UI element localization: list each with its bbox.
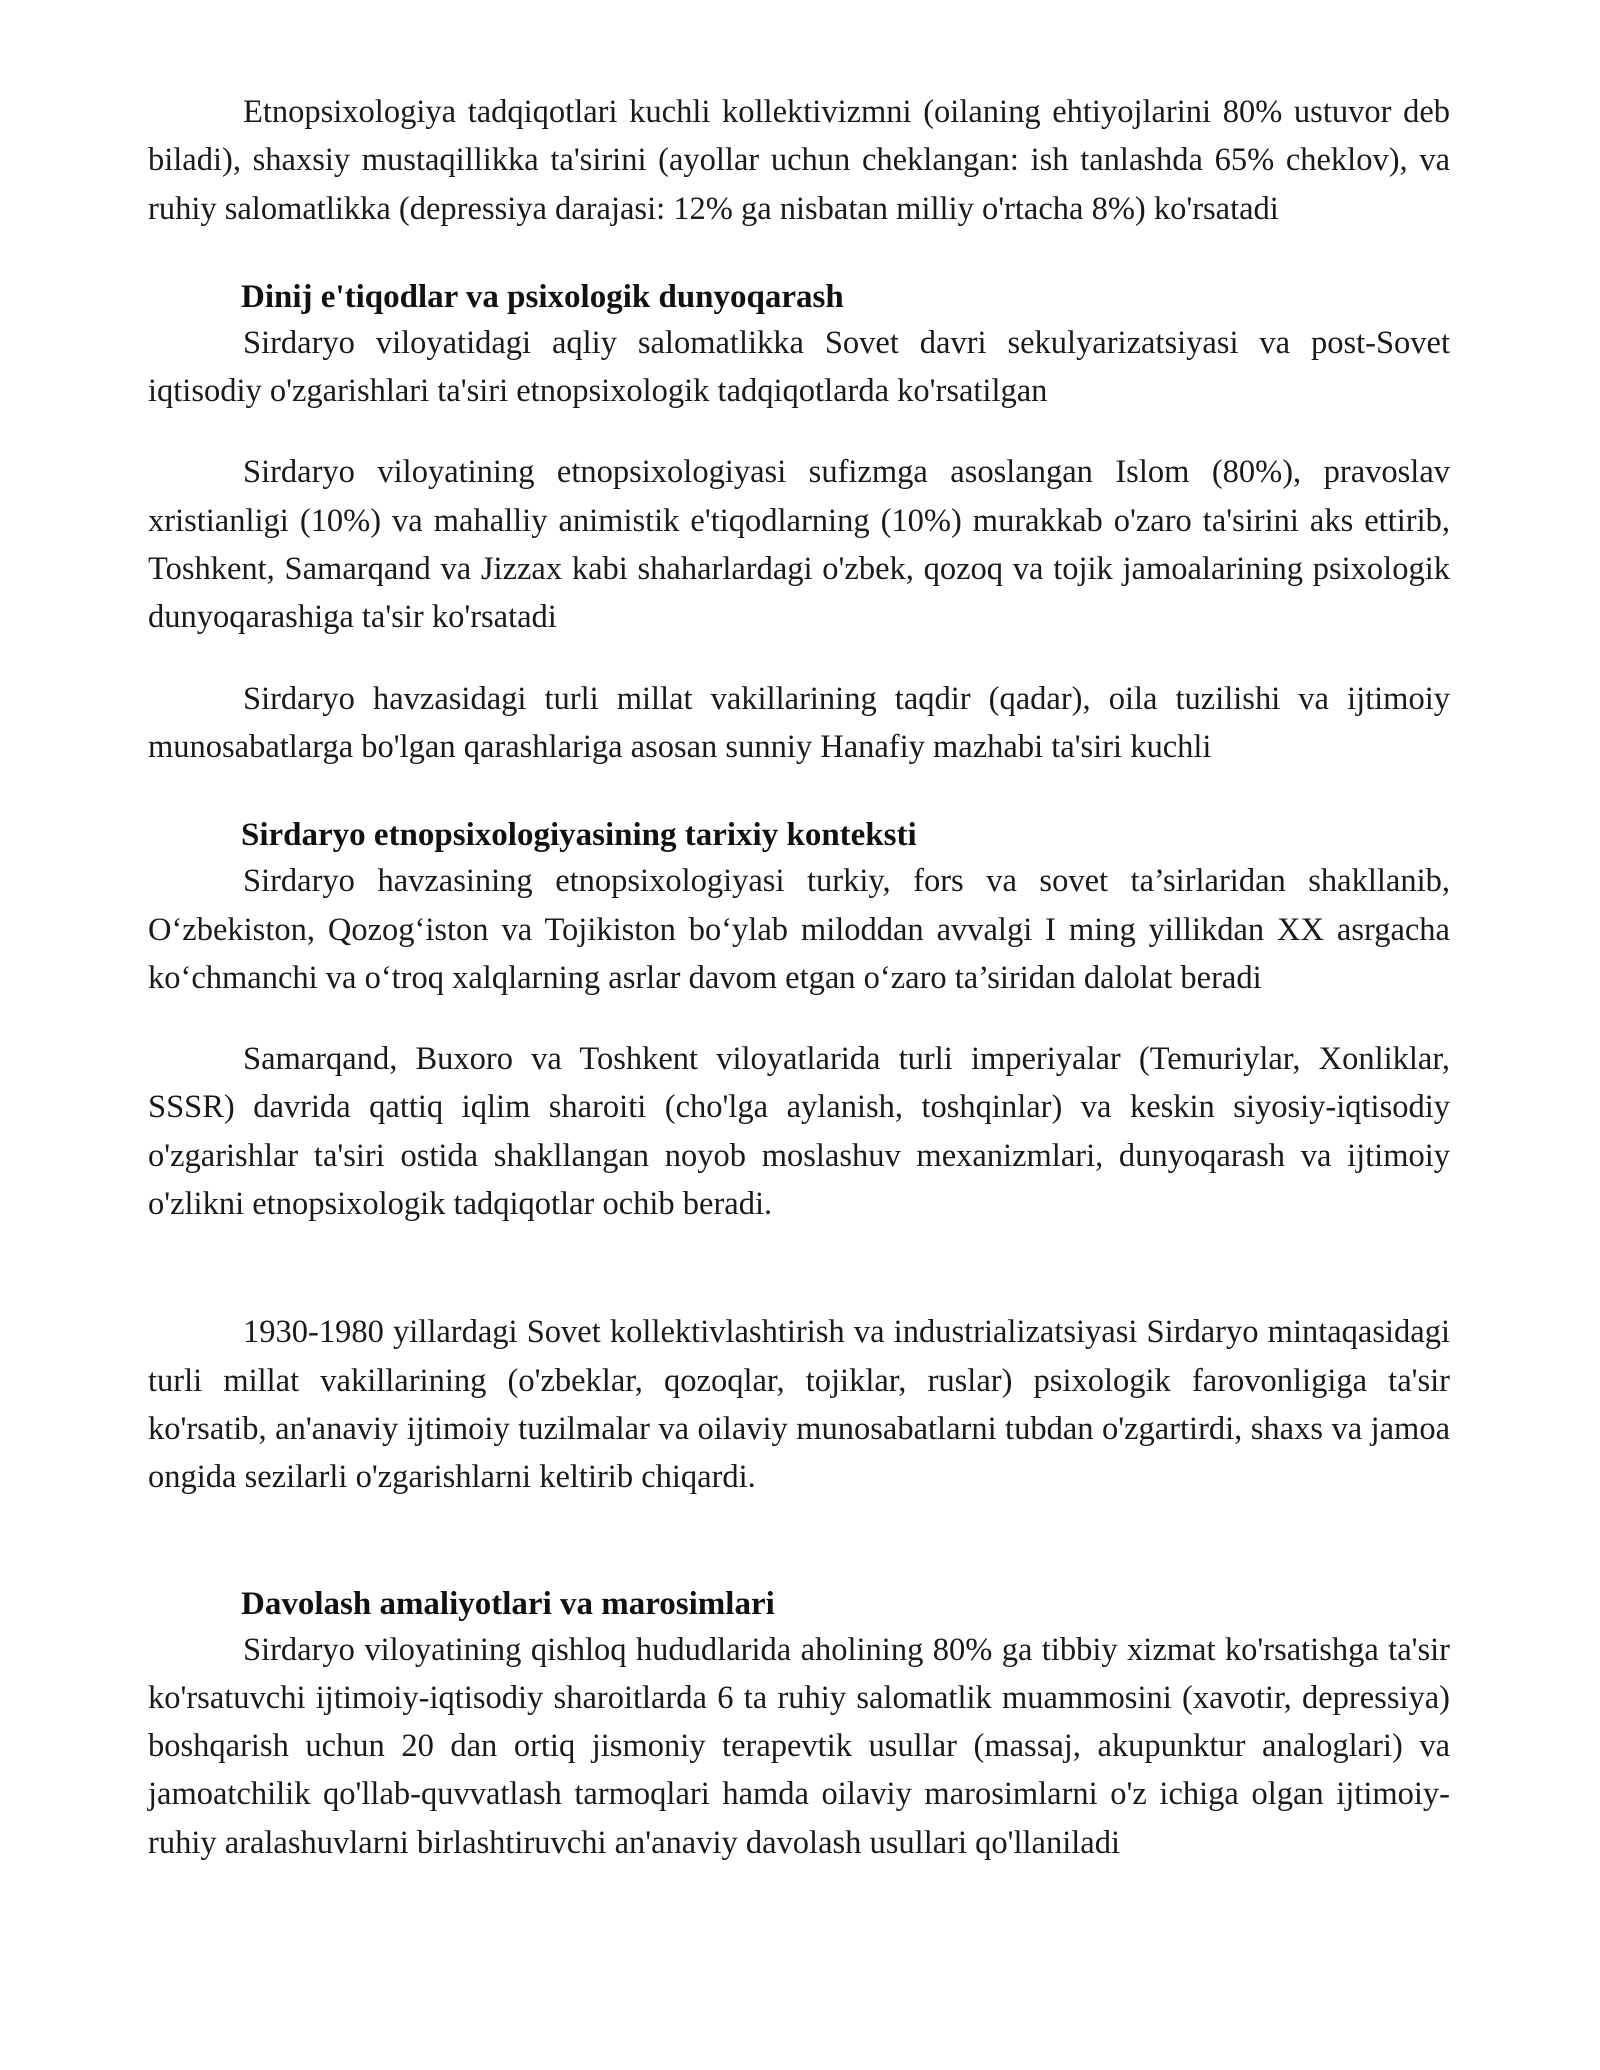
paragraph-religious-composition: Sirdaryo viloyatining etnopsixologiyasi sufizmga asoslangan Islom (80%), pravoslav xristianligi (10%) va mahalliy animistik e'tiqodlarning (10%) murakkab o'zaro ta'sirini aks ettirib, Toshkent, Samarqand va Jizzax kabi shaharlardagi o'zbek, qozoq va tojik jamoalarining psixologik dunyoqarashiga ta'sir ko'rsatadi	[148, 454, 1450, 636]
section-heading-religious-beliefs: Dinij e'tiqodlar va psixologik dunyoqarash	[241, 278, 844, 315]
paragraph-hanafi-influence: Sirdaryo havzasidagi turli millat vakillarining taqdir (qadar), oila tuzilishi va ijtimoiy munosabatlarga bo'lgan qarashlariga asosan sunniy Hanafiy mazhabi ta'siri kuchli	[148, 680, 1450, 765]
paragraph-ethnopsychology-research: Etnopsixologiya tadqiqotlari kuchli kollektivizmni (oilaning ehtiyojlarini 80% ustuvor deb biladi), shaxsiy mustaqillikka ta'sirini (ayollar uchun cheklangan: ish tanlashda 65% cheklov), va ruhiy salomatlikka (depressiya darajasi: 12% ga nisbatan milliy o'rtacha 8%) ko'rsatadi	[148, 94, 1450, 227]
paragraph-adaptation-mechanisms: Samarqand, Buxoro va Toshkent viloyatlarida turli imperiyalar (Temuriylar, Xonliklar, SSSR) davrida qattiq iqlim sharoiti (cho'lga aylanish, toshqinlar) va keskin siyosiy-iqtisodiy o'zgarishlar ta'siri ostida shakllangan noyob moslashuv mexanizmlari, dunyoqarash va ijtimoiy o'zlikni etnopsixologik tadqiqotlar ochib beradi.	[148, 1041, 1450, 1223]
section-heading-healing-practices: Davolash amaliyotlari va marosimlari	[241, 1585, 775, 1622]
spacer	[148, 415, 1450, 448]
spacer	[148, 1002, 1450, 1035]
paragraph-historical-influences: Sirdaryo havzasining etnopsixologiyasi turkiy, fors va sovet ta’sirlaridan shakllanib, O‘zbekiston, Qozog‘iston va Tojikiston bo‘ylab miloddan avvalgi I ming yillikdan XX asrgacha ko‘chmanchi va o‘troq xalqlarning asrlar davom etgan o‘zaro ta’siridan dalolat beradi	[148, 863, 1450, 996]
document-page	[148, 88, 1450, 1867]
spacer	[148, 771, 1450, 813]
spacer	[148, 642, 1450, 675]
paragraph-soviet-collectivization: 1930-1980 yillardagi Sovet kollektivlashtirish va industrializatsiyasi Sirdaryo mintaqasidagi turli millat vakillarining (o'zbeklar, qozoqlar, tojiklar, ruslar) psixologik farovonligiga ta'sir ko'rsatib, an'anaviy ijtimoiy tuzilmalar va oilaviy munosabatlarni tubdan o'zgartirdi, shaxs va jamoa ongida sezilarli o'zgarishlarni keltirib chiqardi.	[148, 1314, 1450, 1496]
section-heading-historical-context: Sirdaryo etnopsixologiyasining tarixiy konteksti	[241, 817, 917, 854]
paragraph-soviet-secularization: Sirdaryo viloyatidagi aqliy salomatlikka Sovet davri sekulyarizatsiyasi va post-Sovet iqtisodiy o'zgarishlari ta'siri etnopsixologik tadqiqotlarda ko'rsatilgan	[148, 324, 1450, 410]
paragraph-traditional-healing: Sirdaryo viloyatining qishloq hududlarida aholining 80% ga tibbiy xizmat ko'rsatishga ta'sir ko'rsatuvchi ijtimoiy-iqtisodiy sharoitlarda 6 ta ruhiy salomatlik muammosini (xavotir, depressiya) boshqarish uchun 20 dan ortiq jismoniy terapevtik usullar (massaj, akupunktur analoglari) va jamoatchilik qo'llab-quvvatlash tarmoqlari hamda oilaviy marosimlarni o'z ichiga olgan ijtimoiy-ruhiy aralashuvlarni birlashtiruvchi an'anaviy davolash usullari qo'llaniladi	[148, 1631, 1450, 1861]
spacer	[148, 233, 1450, 275]
spacer	[148, 1502, 1450, 1582]
spacer	[148, 1228, 1450, 1308]
